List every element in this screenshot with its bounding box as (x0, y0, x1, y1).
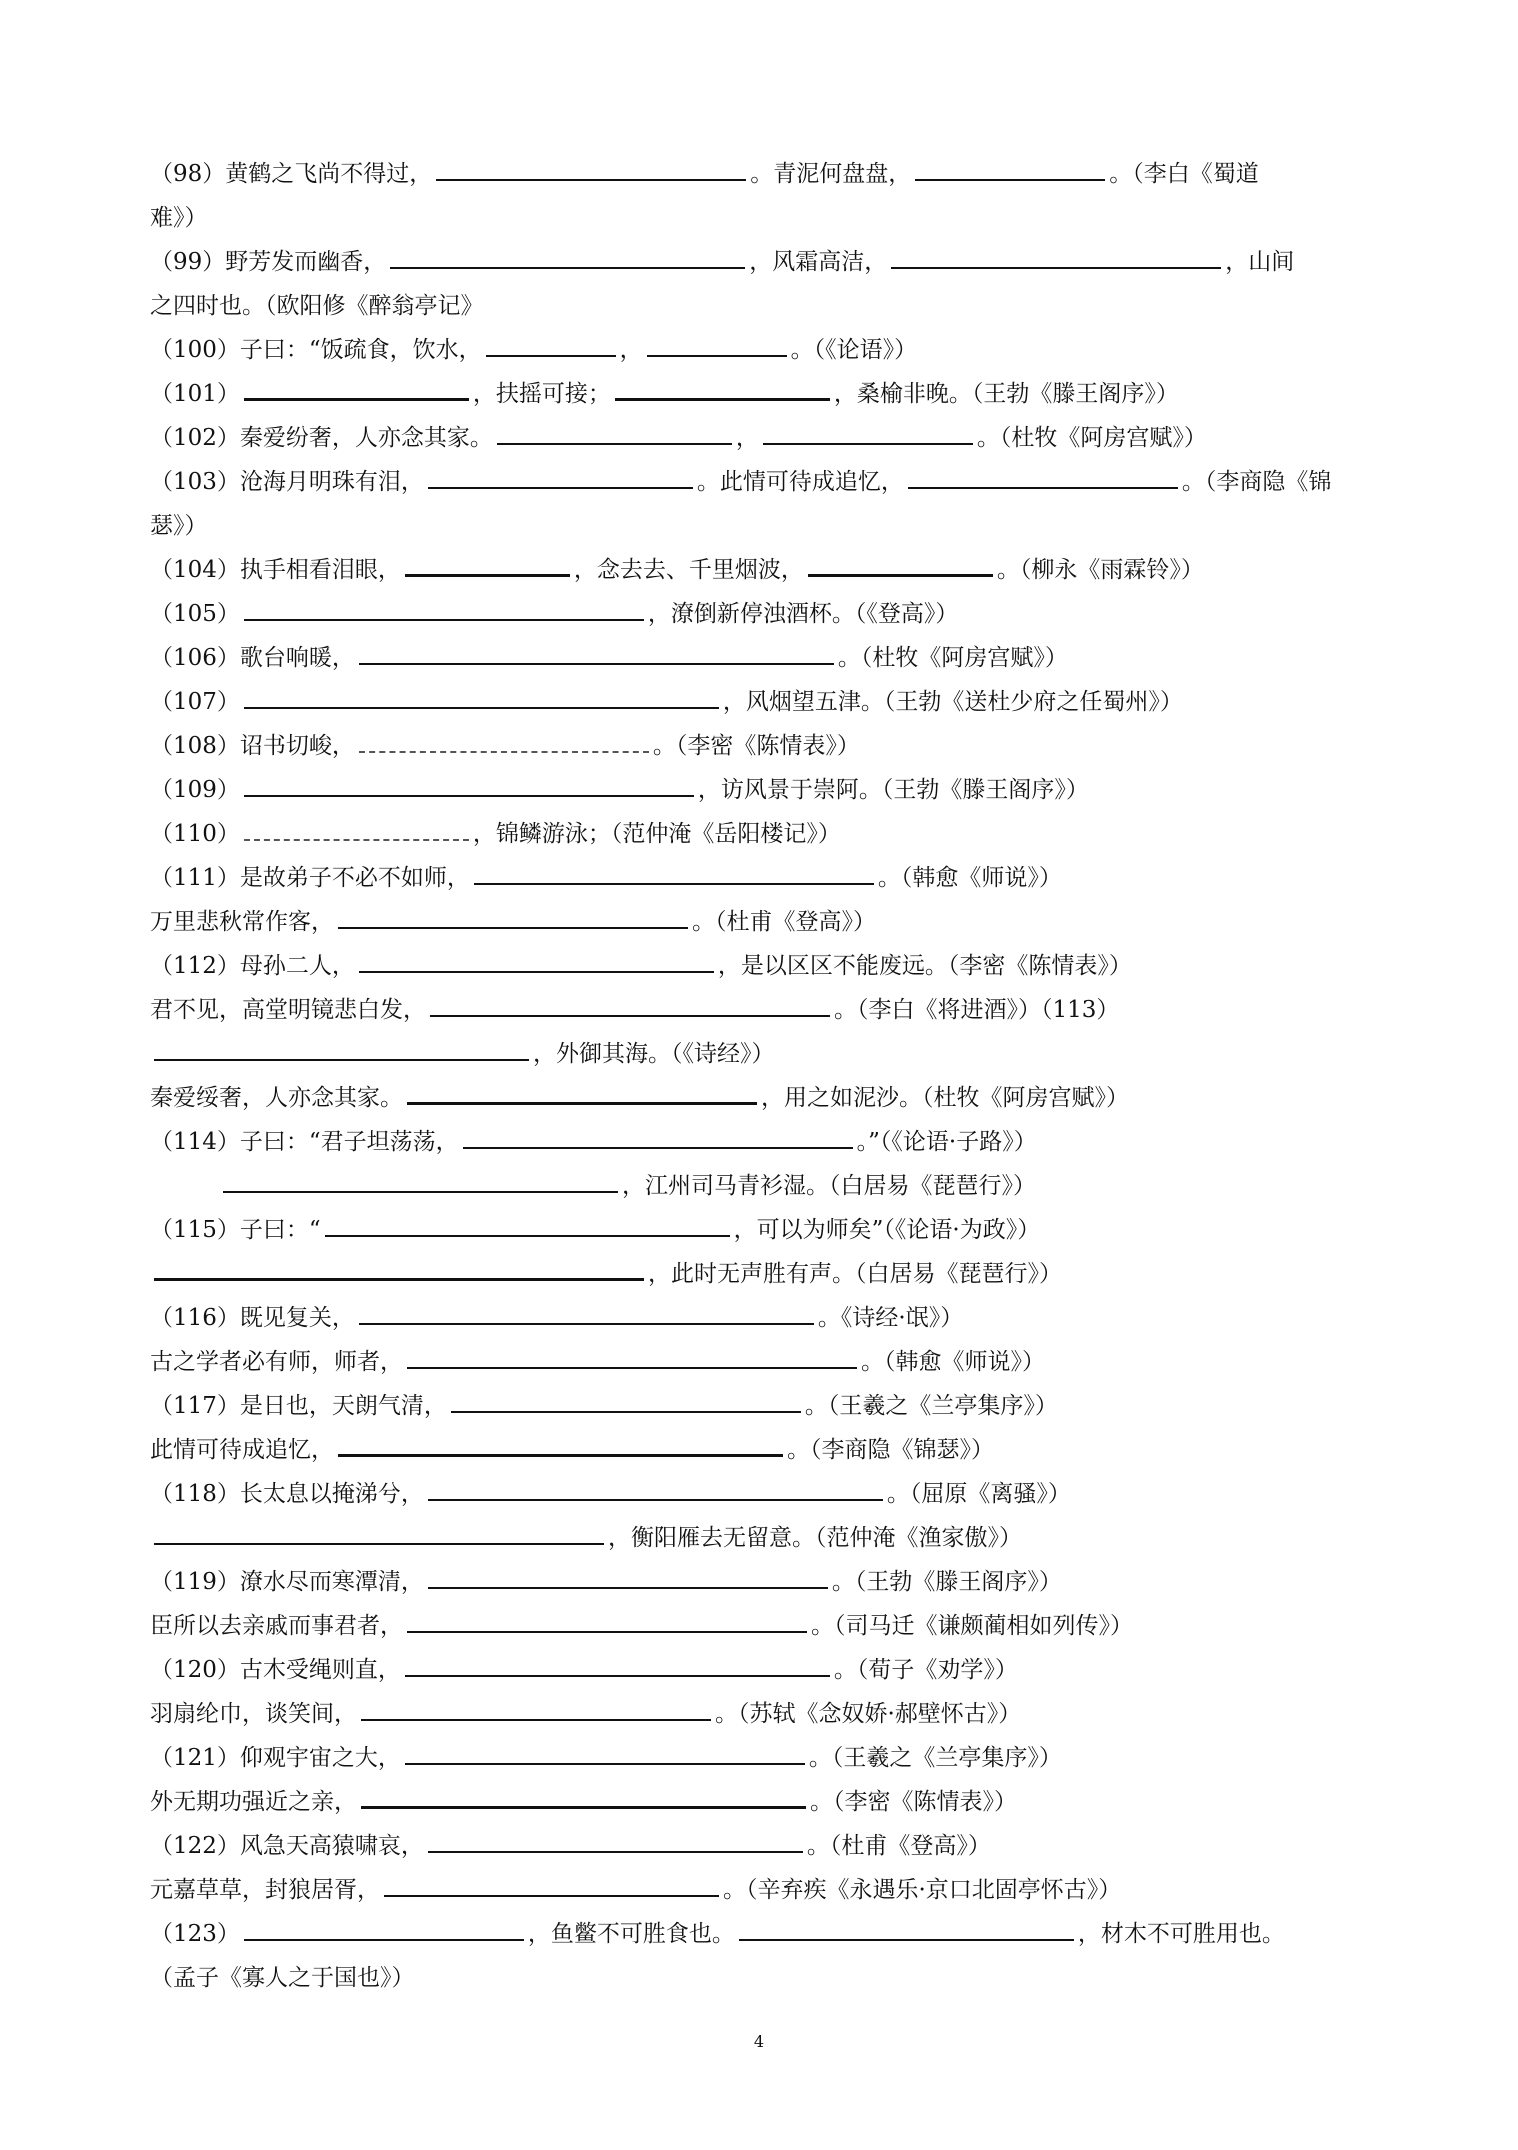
answer-blank[interactable] (361, 1695, 711, 1721)
text-line (150, 636, 1380, 680)
text-line (150, 1252, 1380, 1296)
text-line (150, 1604, 1380, 1648)
answer-blank[interactable] (428, 1475, 883, 1501)
line-text: 。（《论语》） (790, 337, 918, 363)
line-text: 难》） (150, 205, 208, 231)
line-text: （119）潦水尽而寒潭清， (150, 1569, 424, 1595)
answer-blank[interactable] (361, 1782, 806, 1809)
line-text: （100）子曰：“饭疏食，饮水， (150, 337, 482, 363)
answer-blank[interactable] (428, 463, 693, 489)
line-text: （108）诏书切峻， (150, 733, 355, 759)
line-text: ，可以为师矣”（《论语·为政》） (733, 1217, 1041, 1243)
line-text: ，念去去、千里烟波， (573, 557, 804, 583)
line-text: ，桑榆非晚。（王勃《滕王阁序》） (833, 381, 1179, 407)
answer-blank[interactable] (244, 771, 694, 797)
line-text: ，衡阳雁去无留意。（范仲淹《渔家傲》） (608, 1525, 1022, 1551)
line-text: （98）黄鹤之飞尚不得过， (150, 161, 433, 187)
text-line (150, 1384, 1380, 1428)
line-text: 。（李白《将进酒》）（113） (834, 997, 1120, 1023)
line-text: ，外御其海。（《诗经》） (533, 1041, 775, 1067)
line-text: 。（辛弃疾《永遇乐·京口北固亭怀古》） (723, 1877, 1122, 1903)
text-line (150, 1208, 1380, 1252)
answer-blank[interactable] (244, 374, 469, 401)
line-text: 臣所以去亲戚而事君者， (150, 1613, 403, 1639)
answer-blank[interactable] (405, 1739, 805, 1765)
line-text: （孟子《寡人之于国也》） (150, 1965, 415, 1991)
text-line (150, 944, 1380, 988)
line-text: 之四时也。（欧阳修《醉翁亭记》 (150, 293, 484, 319)
line-text: ，风烟望五津。（王勃《送杜少府之任蜀州》） (722, 689, 1183, 715)
answer-blank[interactable] (615, 374, 830, 401)
text-line (150, 548, 1380, 592)
text-line (150, 1824, 1380, 1868)
answer-blank[interactable] (428, 1827, 803, 1853)
text-line (150, 1076, 1380, 1120)
text-line (150, 724, 1380, 768)
answer-blank[interactable] (359, 1299, 814, 1325)
line-text: ，风霜高洁， (749, 249, 888, 275)
line-text: （118）长太息以掩涕兮， (150, 1481, 424, 1507)
text-line (150, 240, 1380, 284)
line-text: ，是以区区不能废远。（李密《陈情表》） (717, 953, 1132, 979)
line-text: （101） (150, 381, 240, 407)
line-text: 。（杜牧《阿房宫赋》） (837, 645, 1068, 671)
line-text: 此情可待成追忆， (150, 1437, 334, 1463)
answer-blank[interactable] (463, 1123, 853, 1149)
line-text: 。（司马迁《谦颇蔺相如列传》） (811, 1613, 1133, 1639)
line-text: （105） (150, 601, 240, 627)
page-number: 4 (753, 2032, 765, 2051)
text-line (150, 1032, 1380, 1076)
answer-blank[interactable] (451, 1387, 801, 1413)
text-line (150, 1516, 1380, 1560)
line-text: 。（李白《蜀道 (1109, 161, 1259, 187)
line-text: （122）风急天高猿啸哀， (150, 1833, 424, 1859)
line-text: 。（王羲之《兰亭集序》） (808, 1745, 1062, 1771)
answer-blank[interactable] (647, 331, 787, 357)
text-line (150, 196, 1380, 240)
line-text: 。青泥何盘盘， (750, 161, 912, 187)
text-line (150, 1736, 1380, 1780)
line-text: （99）野芳发而幽香， (150, 249, 387, 275)
text-line (150, 1780, 1380, 1824)
text-line (150, 1648, 1380, 1692)
line-text: （115）子曰：“ (150, 1217, 321, 1243)
answer-blank[interactable] (154, 1519, 604, 1545)
line-text: ，江州司马青衫湿。（白居易《琵琶行》） (622, 1173, 1036, 1199)
answer-blank[interactable] (405, 1651, 830, 1677)
answer-blank[interactable] (474, 859, 874, 885)
line-text: 。（李密《陈情表》） (810, 1789, 1017, 1815)
line-text: 。（苏轼《念奴娇·郝壁怀古》） (715, 1701, 1022, 1727)
answer-blank[interactable] (497, 419, 732, 445)
line-text: （111）是故弟子不必不如师， (150, 865, 470, 891)
answer-blank[interactable] (808, 550, 993, 577)
line-text: （116）既见复关， (150, 1305, 355, 1331)
answer-blank[interactable] (763, 419, 973, 445)
line-text: 外无期功强近之亲， (150, 1789, 357, 1815)
answer-blank[interactable] (407, 1343, 857, 1369)
answer-blank[interactable] (359, 947, 714, 973)
line-text: 。（杜牧《阿房宫赋》） (976, 425, 1207, 451)
line-text: （106）歌台响暖， (150, 645, 355, 671)
answer-blank[interactable] (244, 1915, 524, 1941)
line-text: 。（李密《陈情表》） (652, 733, 860, 759)
exercise-lines (150, 152, 1380, 2000)
line-text: 。（屈原《离骚》） (886, 1481, 1071, 1507)
line-text: （109） (150, 777, 240, 803)
text-line (150, 1164, 1380, 1208)
line-text: （117）是日也，天朗气清， (150, 1393, 447, 1419)
answer-blank[interactable] (430, 991, 830, 1017)
text-line (150, 592, 1380, 636)
answer-blank[interactable] (407, 1078, 757, 1105)
answer-blank[interactable] (325, 1211, 730, 1237)
line-text: （123） (150, 1921, 240, 1947)
line-text: （120）古木受绳则直， (150, 1657, 401, 1683)
text-line (150, 812, 1380, 856)
line-text: 。《诗经·氓》） (817, 1305, 964, 1331)
answer-blank[interactable] (359, 727, 649, 753)
text-line (150, 1868, 1380, 1912)
line-text: 。（王羲之《兰亭集序》） (804, 1393, 1058, 1419)
line-text: （110） (150, 821, 240, 847)
line-text: （121）仰观宇宙之大， (150, 1745, 401, 1771)
answer-blank[interactable] (384, 1871, 719, 1897)
line-text: 。（李商隐《锦 (1181, 469, 1332, 495)
answer-blank[interactable] (486, 331, 616, 357)
answer-blank[interactable] (154, 1035, 529, 1061)
line-text: 。（柳永《雨霖铃》） (996, 557, 1204, 583)
text-line (150, 900, 1380, 944)
line-text: ，潦倒新停浊酒杯。（《登高》） (647, 601, 959, 627)
line-text: 瑟》） (150, 513, 208, 539)
answer-blank[interactable] (244, 815, 469, 841)
line-text: 。此情可待成追忆， (696, 469, 904, 495)
text-line (150, 416, 1380, 460)
answer-blank[interactable] (244, 683, 719, 709)
line-text: ，此时无声胜有声。（白居易《琵琶行》） (648, 1261, 1062, 1287)
line-text: （107） (150, 689, 240, 715)
text-line (150, 1296, 1380, 1340)
line-text: 万里悲秋常作客， (150, 909, 334, 935)
line-text: （112）母孙二人， (150, 953, 355, 979)
answer-blank[interactable] (739, 1915, 1074, 1941)
line-text: 。（李商隐《锦瑟》） (787, 1437, 994, 1463)
text-line (150, 768, 1380, 812)
answer-blank[interactable] (244, 595, 644, 621)
line-text: ， (619, 337, 643, 363)
text-line (150, 1428, 1380, 1472)
text-line (150, 372, 1380, 416)
answer-blank[interactable] (436, 155, 746, 181)
line-text: ，扶摇可接； (472, 381, 611, 407)
line-text (150, 1173, 219, 1199)
line-text: ，访风景于崇阿。（王勃《滕王阁序》） (697, 777, 1089, 803)
text-line (150, 1912, 1380, 1956)
line-text: 。（杜甫《登高》） (692, 909, 876, 935)
line-text: 。（杜甫《登高》） (806, 1833, 991, 1859)
line-text: ， (735, 425, 759, 451)
answer-blank[interactable] (428, 1563, 828, 1589)
answer-blank[interactable] (390, 243, 745, 269)
line-text: 古之学者必有师，师者， (150, 1349, 403, 1375)
text-line (150, 328, 1380, 372)
answer-blank[interactable] (359, 639, 834, 665)
text-line (150, 1956, 1380, 2000)
answer-blank[interactable] (338, 903, 688, 929)
text-line (150, 152, 1380, 196)
line-text: 秦爱绥奢，人亦念其家。 (150, 1085, 403, 1111)
line-text: （114）子曰：“君子坦荡荡， (150, 1129, 459, 1155)
text-line (150, 284, 1380, 328)
line-text: ，山间 (1225, 249, 1295, 275)
line-text: ，锦鳞游泳；（范仲淹《岳阳楼记》） (472, 821, 841, 847)
text-line (150, 988, 1380, 1032)
line-text: 。（韩愈《师说》） (861, 1349, 1045, 1375)
line-text: 。”（《论语·子路》） (856, 1129, 1037, 1155)
text-line (150, 1472, 1380, 1516)
answer-blank[interactable] (223, 1167, 618, 1193)
text-line (150, 1120, 1380, 1164)
text-line (150, 1692, 1380, 1736)
text-line (150, 1340, 1380, 1384)
line-text: （103）沧海月明珠有泪， (150, 469, 424, 495)
line-text: 。（韩愈《师说》） (877, 865, 1062, 891)
line-text: 元嘉草草，封狼居胥， (150, 1877, 380, 1903)
line-text: 君不见，高堂明镜悲白发， (150, 997, 426, 1023)
line-text: ，用之如泥沙。（杜牧《阿房宫赋》） (761, 1085, 1129, 1111)
text-line (150, 504, 1380, 548)
text-line (150, 680, 1380, 724)
line-text: （104）执手相看泪眼， (150, 557, 401, 583)
line-text: ，鱼鳖不可胜食也。 (527, 1921, 735, 1947)
line-text: 。（王勃《滕王阁序》） (831, 1569, 1062, 1595)
answer-blank[interactable] (338, 1430, 783, 1457)
text-line (150, 856, 1380, 900)
answer-blank[interactable] (891, 243, 1221, 269)
answer-blank[interactable] (915, 155, 1105, 181)
answer-blank[interactable] (908, 463, 1178, 489)
line-text: 。（荀子《劝学》） (833, 1657, 1018, 1683)
answer-blank[interactable] (407, 1607, 807, 1633)
answer-blank[interactable] (405, 550, 570, 577)
line-text: 羽扇纶巾，谈笑间， (150, 1701, 357, 1727)
answer-blank[interactable] (154, 1254, 644, 1281)
text-line (150, 460, 1380, 504)
line-text: （102）秦爱纷奢，人亦念其家。 (150, 425, 493, 451)
line-text: ，材木不可胜用也。 (1077, 1921, 1285, 1947)
text-line (150, 1560, 1380, 1604)
